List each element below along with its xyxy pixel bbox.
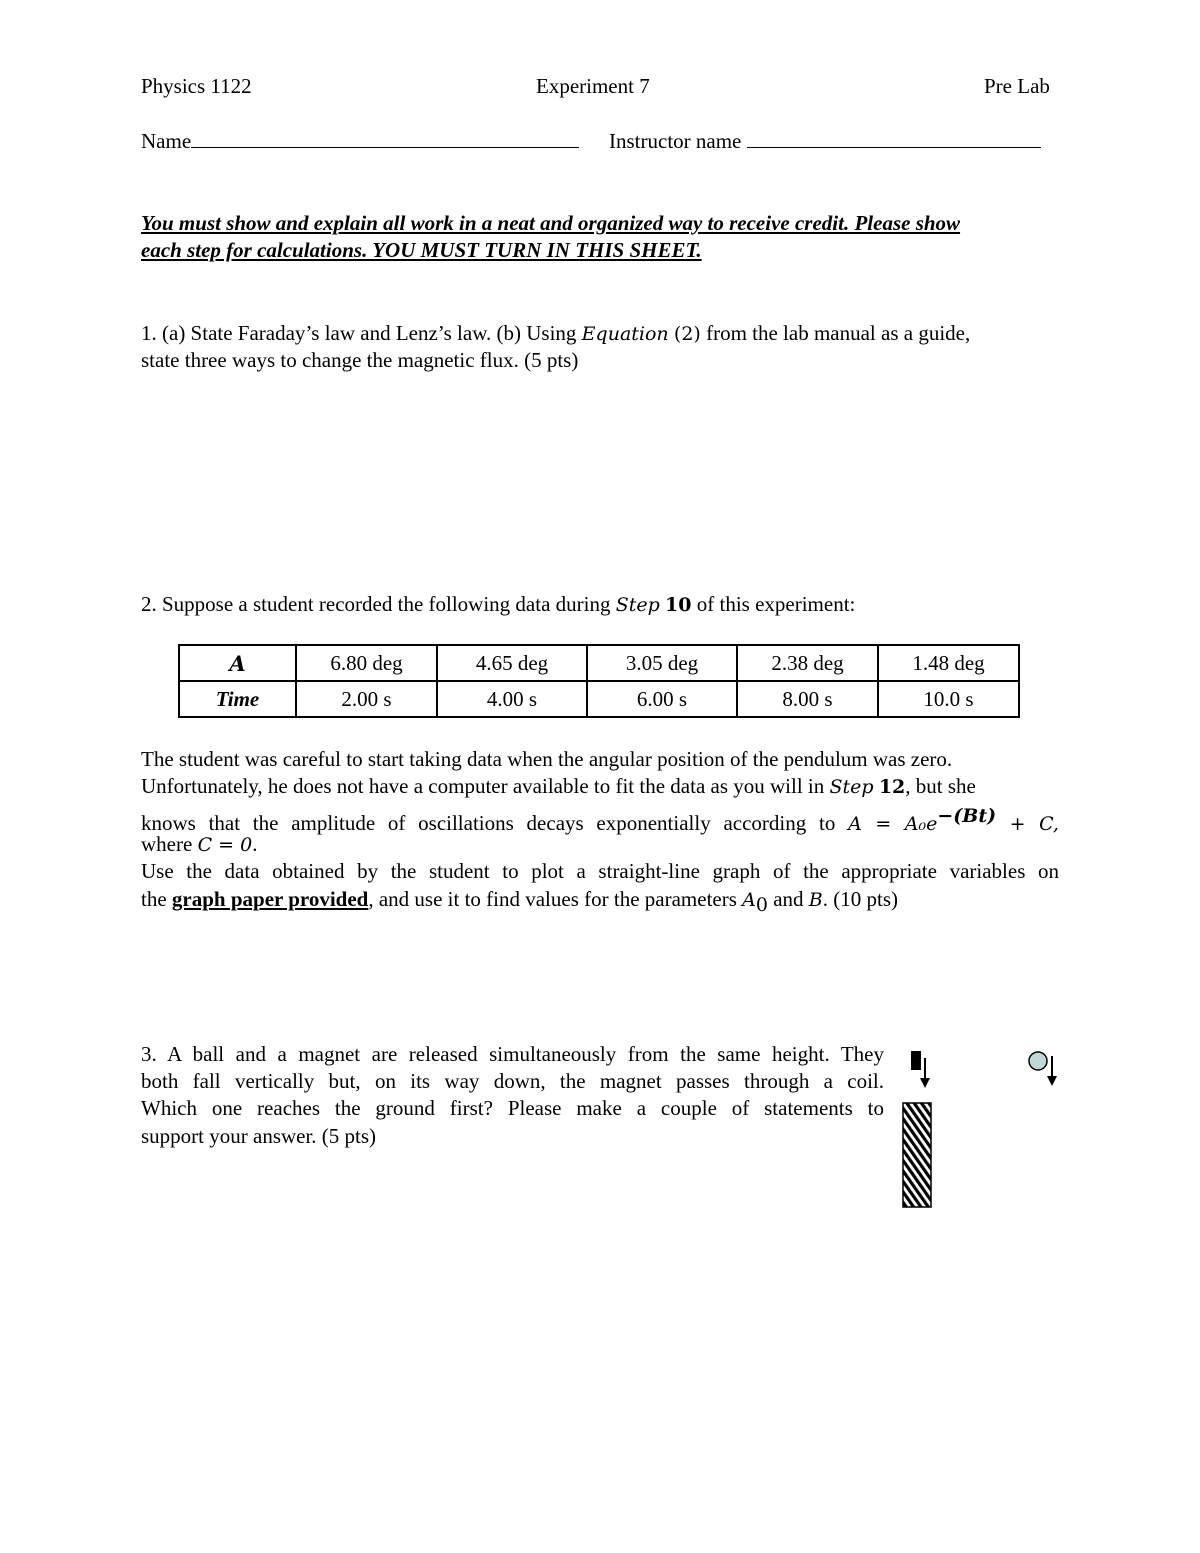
- table-row-time: [179, 681, 1019, 717]
- q3-line3: [141, 1095, 884, 1122]
- table-cell: 6.80 deg: [296, 645, 437, 681]
- q3-text-1: 3. A ball and a magnet are released simultaneously from the same height. They: [141, 1042, 884, 1066]
- instructions-text-1: You must show and explain all work in a neat and organized way to receive credit. Please show: [141, 211, 961, 235]
- table-cell: 1.48 deg: [878, 645, 1019, 681]
- q2-p6-end: . (10 pts): [822, 887, 899, 911]
- q2-paragraph-5: [141, 858, 1059, 885]
- q2-intro-b: of this experiment:: [691, 592, 856, 616]
- q3-line2: [141, 1068, 884, 1095]
- q2-p3-a: knows that the amplitude of oscillations decays exponentially according to: [141, 811, 849, 835]
- q2-step-word: Step: [615, 594, 660, 616]
- q1-line2: state three ways to change the magnetic flux. (5 pts): [141, 348, 579, 372]
- name-field-row: [141, 127, 579, 155]
- q2-intro: [141, 591, 855, 619]
- q2-paragraph-3: [141, 803, 1059, 838]
- q2-paragraph-2: [141, 773, 976, 801]
- q3-line1: [141, 1041, 884, 1068]
- q2-param-a: A: [742, 889, 756, 911]
- q2-decay-equation: A = A₀e: [848, 813, 938, 835]
- table-cell: 8.00 s: [737, 681, 878, 717]
- data-table: [178, 644, 1020, 718]
- q2-p2-a: Unfortunately, he does not have a computer available to fit the data as you will in: [141, 774, 830, 798]
- name-label: Name: [141, 129, 192, 153]
- q2-param-a-sub: 0: [755, 894, 768, 917]
- q2-c-equation: C = 0: [197, 834, 253, 856]
- q2-p6-a: the: [141, 887, 172, 911]
- q2-p2-num: 12: [878, 776, 906, 798]
- q2-p6-and: and: [767, 887, 809, 911]
- prelab-label: Pre Lab: [984, 74, 1050, 98]
- q1-text-a: 1. (a) State Faraday’s law and Lenz’s law. (b) Using: [141, 321, 582, 345]
- coil-icon: [903, 1103, 931, 1207]
- q2-paragraph-4: [141, 831, 257, 859]
- q2-p2-b: , but she: [905, 774, 976, 798]
- q1-equation-number: (2): [673, 323, 701, 345]
- name-blank[interactable]: [191, 127, 579, 148]
- q3-text-2: both fall vertically but, on its way down, the magnet passes through a coil.: [141, 1069, 884, 1093]
- table-cell: 4.65 deg: [437, 645, 587, 681]
- experiment-title: Experiment 7: [536, 74, 650, 98]
- q2-p4-a: where: [141, 832, 198, 856]
- ball-icon: [1029, 1052, 1047, 1070]
- q2-p5-text: Use the data obtained by the student to plot a straight-line graph of the appropriate variables on: [141, 859, 1059, 883]
- q2-p2-step: Step: [829, 776, 874, 798]
- q2-paragraph-6: [141, 886, 898, 919]
- down-arrow-icon: [920, 1058, 930, 1088]
- q1-equation-word: Equation: [581, 323, 669, 345]
- table-row-amplitude: [179, 645, 1019, 681]
- q2-p4-b: .: [252, 832, 258, 856]
- instructions-line2: each step for calculations. YOU MUST TURN IN THIS SHEET.: [141, 238, 702, 262]
- course-title: Physics 1122: [141, 74, 252, 98]
- table-cell: 4.00 s: [437, 681, 587, 717]
- table-cell: 2.00 s: [296, 681, 437, 717]
- q3-line4: support your answer. (5 pts): [141, 1124, 377, 1148]
- table-cell: 6.00 s: [587, 681, 737, 717]
- table-cell: 2.38 deg: [737, 645, 878, 681]
- q3-text-3: Which one reaches the ground first? Please make a couple of statements to: [141, 1096, 884, 1120]
- q2-param-b: B: [808, 889, 823, 911]
- q2-decay-tail: + C,: [996, 813, 1059, 835]
- q1-text-b: from the lab manual as a guide,: [700, 321, 971, 345]
- falling-objects-figure: [890, 1040, 1070, 1215]
- instructor-label: Instructor name: [609, 129, 742, 153]
- q1-line1: [141, 320, 970, 348]
- instructor-field-row: [609, 127, 1041, 155]
- q2-step-number: 10: [665, 594, 692, 616]
- table-header-a: A: [179, 645, 296, 681]
- graph-paper-link[interactable]: graph paper provided: [171, 887, 369, 911]
- q2-intro-a: 2. Suppose a student recorded the following data during: [141, 592, 616, 616]
- down-arrow-icon: [1047, 1056, 1057, 1086]
- table-cell: 10.0 s: [878, 681, 1019, 717]
- magnet-icon: [911, 1051, 921, 1070]
- instructor-blank[interactable]: [747, 127, 1041, 148]
- q2-decay-exponent: −(Bt): [937, 805, 997, 827]
- instructions-line1: [141, 210, 1059, 237]
- q2-p6-b: , and use it to find values for the parameters: [368, 887, 743, 911]
- table-header-time: Time: [179, 681, 296, 717]
- table-cell: 3.05 deg: [587, 645, 737, 681]
- q2-paragraph-1: The student was careful to start taking data when the angular position of the pendulum was zero.: [141, 747, 953, 771]
